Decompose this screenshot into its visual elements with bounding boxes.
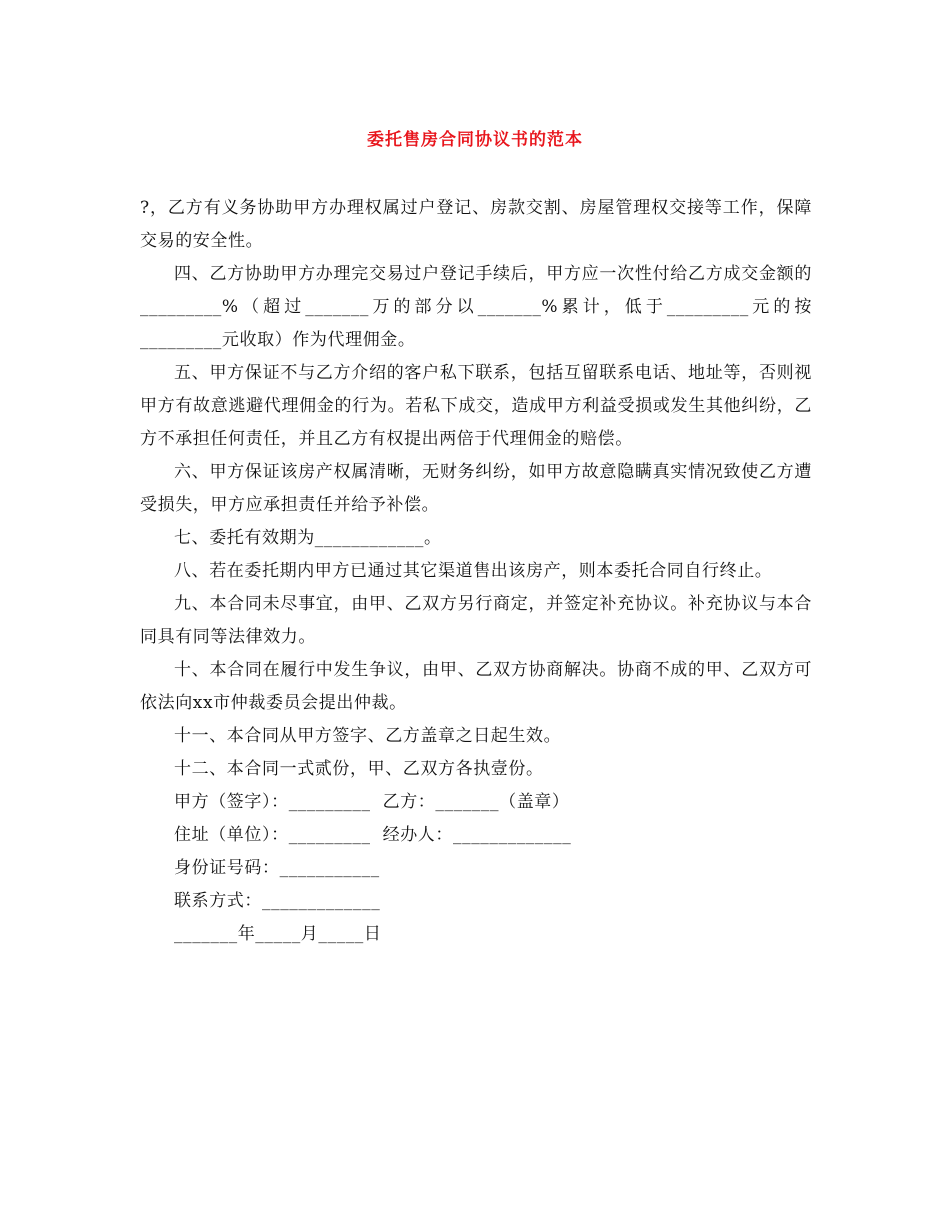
party-a-signature: 甲方（签字）：_________ [174,792,371,812]
address-field: 住址（单位）：_________ [174,825,371,845]
clause-9: 九、本合同未尽事宜，由甲、乙双方另行商定，并签定补充协议。补充协议与本合同具有同等法律效力。 [140,594,812,647]
agent-field: 经办人：_____________ [382,825,572,845]
clause-6: 六、甲方保证该房产权属清晰，无财务纠纷，如甲方故意隐瞒真实情况致使乙方遭受损失，甲方应承担责任并给予补偿。 [140,462,812,515]
date-field: _______年_____月_____日 [174,924,382,944]
clause-4: 四、乙方协助甲方办理完交易过户登记手续后，甲方应一次性付给乙方成交金额的_________%（超过_______万的部分以_______%累计，低于_________元的按_________元收取）作为代理佣金。 [140,264,812,350]
paragraph-continued: ?，乙方有义务协助甲方办理权属过户登记、房款交割、房屋管理权交接等工作，保障交易的安全性。 [140,198,812,251]
signature-row-parties [140,786,812,819]
clause-5: 五、甲方保证不与乙方介绍的客户私下联系，包括互留联系电话、地址等，否则视甲方有故意逃避代理佣金的行为。若私下成交，造成甲方利益受损或发生其他纠纷，乙方不承担任何责任，并且乙方有权提出两倍于代理佣金的赔偿。 [140,363,812,449]
document-body [140,192,812,951]
clause-7: 七、委托有效期为____________。 [174,528,442,548]
clause-8: 八、若在委托期内甲方已通过其它渠道售出该房产，则本委托合同自行终止。 [174,561,773,581]
id-number-field: 身份证号码：___________ [174,858,380,878]
clause-12: 十二、本合同一式贰份，甲、乙双方各执壹份。 [174,759,544,779]
clause-11: 十一、本合同从甲方签字、乙方盖章之日起生效。 [174,726,562,746]
signature-row-address [140,819,812,852]
party-b-seal: 乙方：_______（盖章） [382,792,570,812]
document-title: 委托售房合同协议书的范本 [367,130,583,150]
clause-10: 十、本合同在履行中发生争议，由甲、乙双方协商解决。协商不成的甲、乙双方可依法向xx市仲裁委员会提出仲裁。 [140,660,812,713]
contact-field: 联系方式：_____________ [174,891,381,911]
